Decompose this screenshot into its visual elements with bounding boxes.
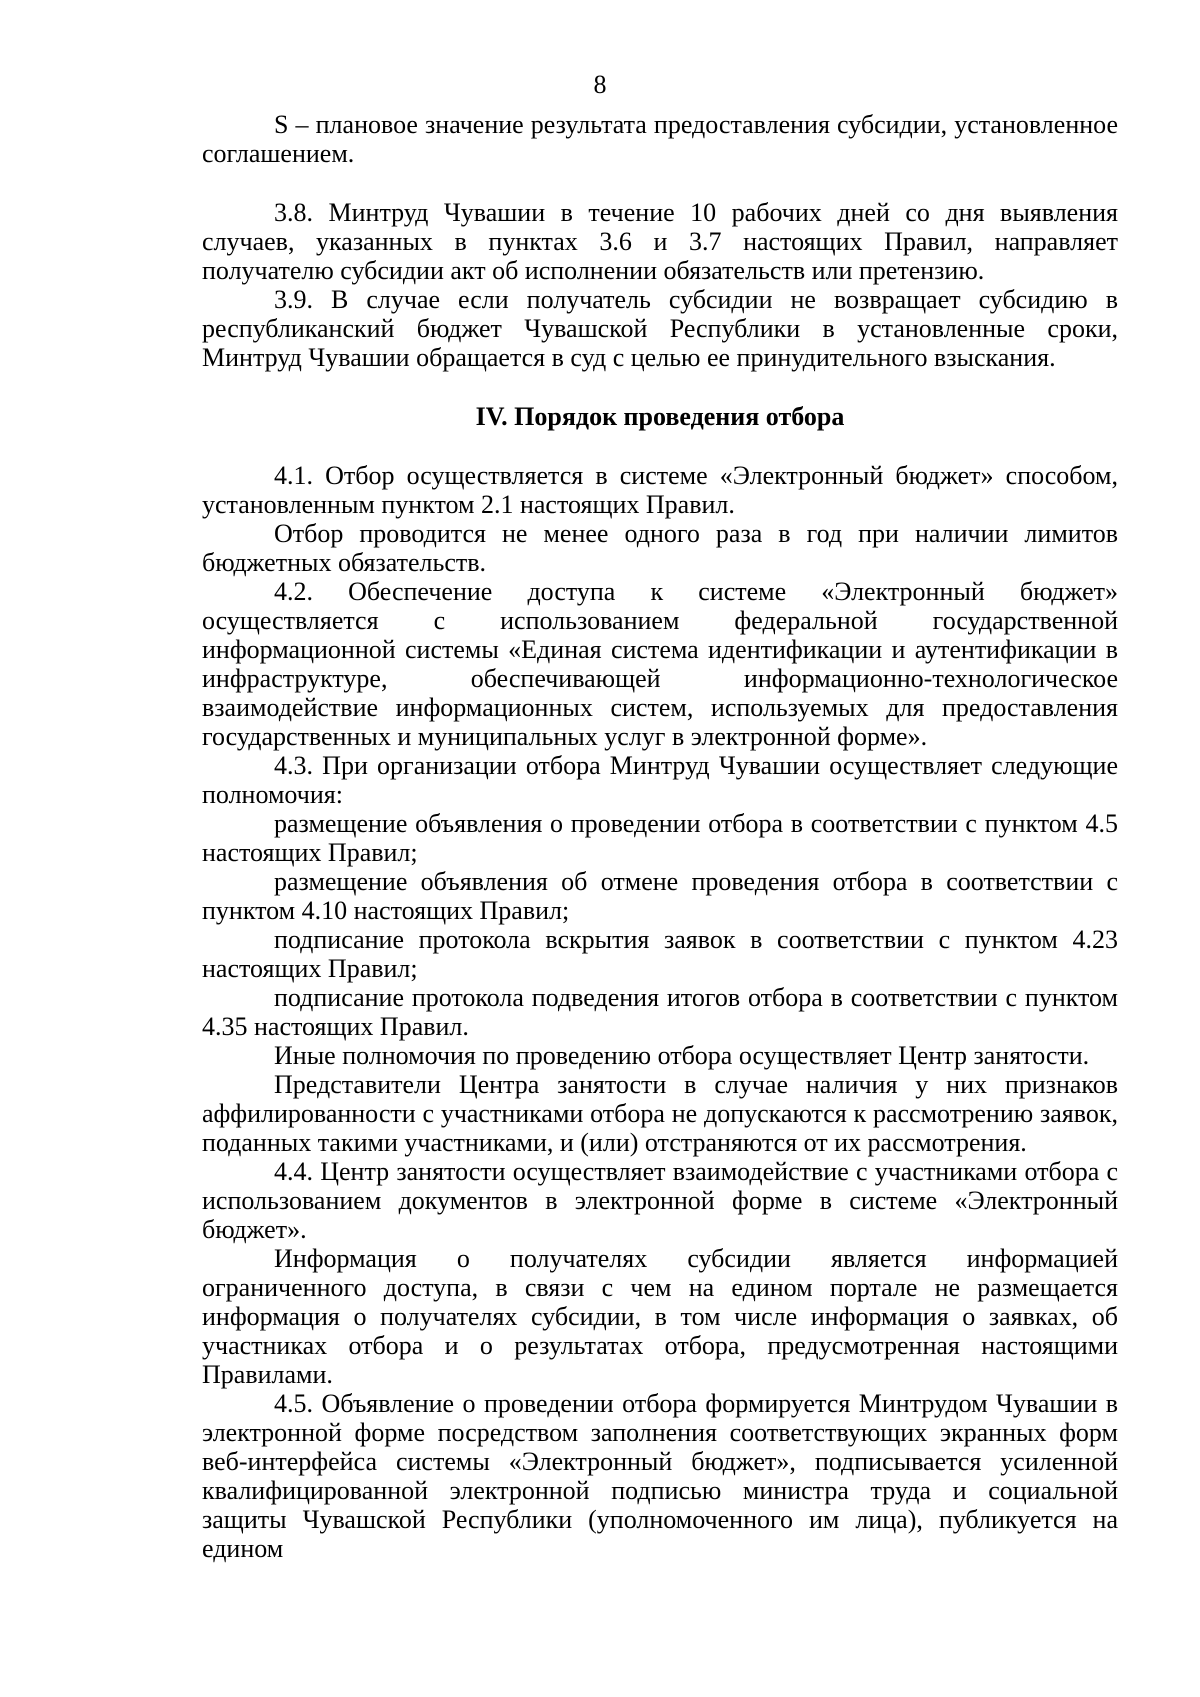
paragraph-3-8: 3.8. Минтруд Чувашии в течение 10 рабочих дней со дня выявления случаев, указанных в пунктах 3.6 и 3.7 настоящих Правил, направляет получателю субсидии акт об исполнении обязательств или претензию. (202, 198, 1118, 285)
paragraph-3-9: 3.9. В случае если получатель субсидии не возвращает субсидию в республиканский бюджет Чувашской Республики в установленные сроки, Минтруд Чувашии обращается в суд с целью ее принудительного взыскания. (202, 285, 1118, 372)
paragraph-affiliation: Представители Центра занятости в случае наличия у них признаков аффилированности с участниками отбора не допускаются к рассмотрению заявок, поданных такими участниками, и (или) отстраняются от их рассмотрения. (202, 1070, 1118, 1157)
paragraph-selection-frequency: Отбор проводится не менее одного раза в год при наличии лимитов бюджетных обязательств. (202, 519, 1118, 577)
page-number: 8 (593, 70, 607, 99)
paragraph-authority-item-2: размещение объявления об отмене проведения отбора в соответствии с пунктом 4.10 настоящих Правил; (202, 867, 1118, 925)
paragraph-s-definition: S – плановое значение результата предоставления субсидии, установленное соглашением. (202, 110, 1118, 168)
paragraph-4-3: 4.3. При организации отбора Минтруд Чувашии осуществляет следующие полномочия: (202, 751, 1118, 809)
document-body (202, 110, 1118, 1563)
spacer (202, 372, 1118, 402)
spacer (202, 168, 1118, 198)
section-heading: IV. Порядок проведения отбора (475, 402, 845, 431)
paragraph-4-2: 4.2. Обеспечение доступа к системе «Электронный бюджет» осуществляется с использованием федеральной государственной информационной системы «Единая система идентификации и аутентификации в инфраструктуре, обеспечивающей информационно-технологическое взаимодействие информационных систем, используемых для предоставления государственных и муниципальных услуг в электронной форме». (202, 577, 1118, 751)
paragraph-restricted-info: Информация о получателях субсидии является информацией ограниченного доступа, в связи с чем на едином портале не размещается информация о получателях субсидии, в том числе информация о заявках, об участниках отбора и о результатах отбора, предусмотренная настоящими Правилами. (202, 1244, 1118, 1389)
spacer (202, 431, 1118, 461)
paragraph-authority-item-1: размещение объявления о проведении отбора в соответствии с пунктом 4.5 настоящих Правил; (202, 809, 1118, 867)
paragraph-4-1: 4.1. Отбор осуществляется в системе «Электронный бюджет» способом, установленным пунктом 2.1 настоящих Правил. (202, 461, 1118, 519)
paragraph-4-4: 4.4. Центр занятости осуществляет взаимодействие с участниками отбора с использованием документов в электронной форме в системе «Электронный бюджет». (202, 1157, 1118, 1244)
paragraph-other-authority: Иные полномочия по проведению отбора осуществляет Центр занятости. (274, 1041, 1090, 1070)
paragraph-authority-item-3: подписание протокола вскрытия заявок в соответствии с пунктом 4.23 настоящих Правил; (202, 925, 1118, 983)
paragraph-authority-item-4: подписание протокола подведения итогов отбора в соответствии с пунктом 4.35 настоящих Правил. (202, 983, 1118, 1041)
paragraph-4-5: 4.5. Объявление о проведении отбора формируется Минтрудом Чувашии в электронной форме посредством заполнения соответствующих экранных форм веб-интерфейса системы «Электронный бюджет», подписывается усиленной квалифицированной электронной подписью министра труда и социальной защиты Чувашской Республики (уполномоченного им лица), публикуется на едином (202, 1389, 1118, 1563)
